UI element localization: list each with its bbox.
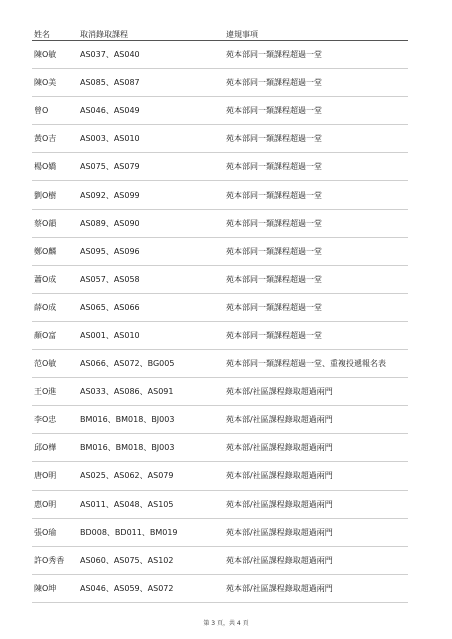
student-name-cell: 劉O樹: [32, 181, 78, 209]
violation-cell: 苑本部同一類課程超過一堂: [224, 265, 408, 293]
table-row: [32, 97, 408, 125]
violation-cell: 苑本部/社區課程錄取超過兩門: [224, 378, 408, 406]
cancelled-courses-cell: AS011、AS048、AS105: [78, 490, 224, 518]
student-name-cell: 陳O敏: [32, 41, 78, 69]
cancelled-courses-cell: AS065、AS066: [78, 293, 224, 321]
cancelled-courses-cell: AS037、AS040: [78, 41, 224, 69]
cancelled-courses-cell: AS092、AS099: [78, 181, 224, 209]
violation-cell: 苑本部同一類課程超過一堂: [224, 209, 408, 237]
table-row: [32, 153, 408, 181]
table-row: [32, 490, 408, 518]
cancelled-courses-cell: BD008、BD011、BM019: [78, 518, 224, 546]
student-name-cell: 蕭O成: [32, 265, 78, 293]
table-row: [32, 209, 408, 237]
student-name-cell: 唐O明: [32, 462, 78, 490]
violation-cell: 苑本部/社區課程錄取超過兩門: [224, 546, 408, 574]
table-row: [32, 125, 408, 153]
table-row: [32, 462, 408, 490]
violation-cell: 苑本部/社區課程錄取超過兩門: [224, 434, 408, 462]
cancelled-courses-cell: AS057、AS058: [78, 265, 224, 293]
student-name-cell: 范O敏: [32, 350, 78, 378]
table-row: [32, 265, 408, 293]
cancelled-courses-cell: AS095、AS096: [78, 237, 224, 265]
student-name-cell: 黃O吉: [32, 125, 78, 153]
violation-cell: 苑本部/社區課程錄取超過兩門: [224, 462, 408, 490]
cancellation-table: [32, 22, 408, 603]
table-row: [32, 546, 408, 574]
student-name-cell: 李O忠: [32, 406, 78, 434]
student-name-cell: 顏O富: [32, 321, 78, 349]
table-row: [32, 518, 408, 546]
cancelled-courses-cell: AS085、AS087: [78, 69, 224, 97]
table-row: [32, 406, 408, 434]
column-header-violation: 違規事項: [224, 22, 408, 41]
column-header-cancelled-courses: 取消錄取課程: [78, 22, 224, 41]
student-name-cell: 惠O明: [32, 490, 78, 518]
cancelled-courses-cell: AS046、AS049: [78, 97, 224, 125]
table-header-row: [32, 22, 408, 41]
violation-cell: 苑本部/社區課程錄取超過兩門: [224, 406, 408, 434]
table-row: [32, 69, 408, 97]
cancelled-courses-cell: AS033、AS086、AS091: [78, 378, 224, 406]
table-row: [32, 321, 408, 349]
violation-cell: 苑本部同一類課程超過一堂: [224, 69, 408, 97]
cancelled-courses-cell: AS001、AS010: [78, 321, 224, 349]
violation-cell: 苑本部同一類課程超過一堂、重複投遞報名表: [224, 350, 408, 378]
table-row: [32, 181, 408, 209]
page-number-footer: 第 3 頁，共 4 頁: [203, 620, 249, 627]
violation-cell: 苑本部/社區課程錄取超過兩門: [224, 574, 408, 602]
cancelled-courses-cell: AS060、AS075、AS102: [78, 546, 224, 574]
violation-cell: 苑本部/社區課程錄取超過兩門: [224, 490, 408, 518]
student-name-cell: 鄭O麟: [32, 237, 78, 265]
violation-cell: 苑本部同一類課程超過一堂: [224, 41, 408, 69]
cancelled-courses-cell: AS075、AS079: [78, 153, 224, 181]
table-row: [32, 434, 408, 462]
table-row: [32, 41, 408, 69]
column-header-name: 姓名: [32, 22, 78, 41]
student-name-cell: 邱O樺: [32, 434, 78, 462]
table-row: [32, 574, 408, 602]
table-row: [32, 350, 408, 378]
student-name-cell: 曾O: [32, 97, 78, 125]
violation-cell: 苑本部同一類課程超過一堂: [224, 125, 408, 153]
violation-cell: 苑本部同一類課程超過一堂: [224, 181, 408, 209]
cancelled-courses-cell: AS003、AS010: [78, 125, 224, 153]
table-row: [32, 237, 408, 265]
student-name-cell: 陳O美: [32, 69, 78, 97]
violation-cell: 苑本部同一類課程超過一堂: [224, 321, 408, 349]
table-row: [32, 378, 408, 406]
violation-cell: 苑本部同一類課程超過一堂: [224, 153, 408, 181]
table-row: [32, 293, 408, 321]
student-name-cell: 薛O成: [32, 293, 78, 321]
student-name-cell: 許O秀香: [32, 546, 78, 574]
violation-cell: 苑本部同一類課程超過一堂: [224, 97, 408, 125]
student-name-cell: 王O進: [32, 378, 78, 406]
cancelled-courses-cell: AS025、AS062、AS079: [78, 462, 224, 490]
document-page: [32, 22, 408, 603]
cancelled-courses-cell: AS089、AS090: [78, 209, 224, 237]
student-name-cell: 張O瑜: [32, 518, 78, 546]
cancelled-courses-cell: BM016、BM018、BJ003: [78, 406, 224, 434]
violation-cell: 苑本部同一類課程超過一堂: [224, 293, 408, 321]
cancelled-courses-cell: AS046、AS059、AS072: [78, 574, 224, 602]
student-name-cell: 陳O坤: [32, 574, 78, 602]
cancelled-courses-cell: AS066、AS072、BG005: [78, 350, 224, 378]
violation-cell: 苑本部/社區課程錄取超過兩門: [224, 518, 408, 546]
violation-cell: 苑本部同一類課程超過一堂: [224, 237, 408, 265]
student-name-cell: 蔡O韻: [32, 209, 78, 237]
student-name-cell: 楊O嬌: [32, 153, 78, 181]
cancelled-courses-cell: BM016、BM018、BJ003: [78, 434, 224, 462]
